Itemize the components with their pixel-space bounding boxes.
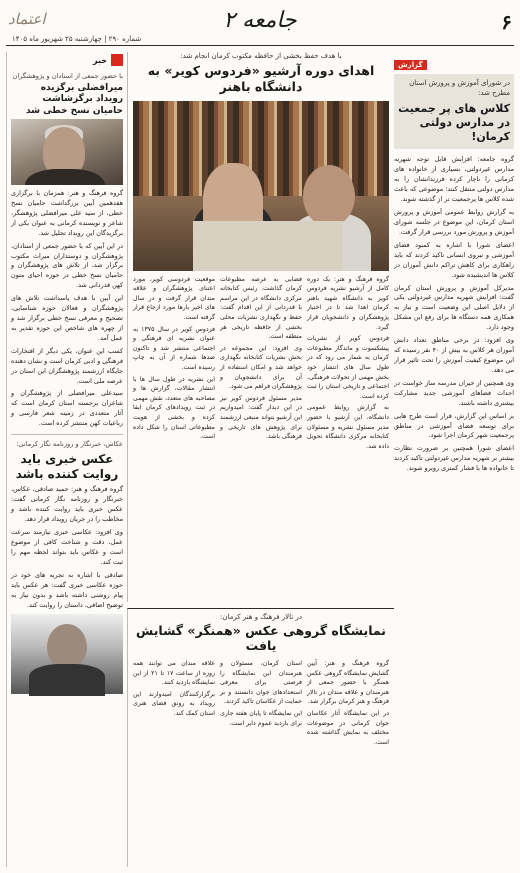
- page-number: ۶: [501, 10, 512, 34]
- main-paragraph: مدیر مسئول فردوس کویر نیز در این دیدار گفت: امیدواریم این آرشیو بتواند منبعی ارزشمند برای پژوهش های تاریخی و فرهنگی باشد.: [220, 394, 302, 441]
- report-paragraph: اعضای شورا با اشاره به کمبود فضای آموزشی و نیروی انسانی تاکید کردند که باید راهکاری برای کاهش تراکم دانش آموزان در کلاس ها اندیشیده شود.: [394, 240, 514, 279]
- main-paragraph: فردوس کویر در سال ۱۳۷۵ به عنوان نشریه ای فرهنگی و اجتماعی منتشر شد و تاکنون صدها شماره از آن به چاپ رسیده است.: [133, 325, 215, 371]
- report-paragraph: به گزارش روابط عمومی آموزش و پرورش استان کرمان، این موضوع در جلسه شورای آموزش و پرورش مورد بررسی قرار گرفت.: [394, 208, 514, 236]
- brief2-paragraph: صادقی با اشاره به تجربه های خود در حوزه عکاسی خبری گفت: هر عکس باید پیام روشنی داشته باشد و بدون نیاز به توضیح اضافی، داستان را روایت کند.: [11, 570, 123, 609]
- brief-paragraph: کسب این عنوان، یکی دیگر از افتخارات فرهنگی و ادبی کرمان است و نشان دهنده جایگاه ارزشمند پژوهشگران این استان در عرصه ملی است.: [11, 346, 123, 385]
- divider: [11, 434, 123, 435]
- main-column: [220, 275, 302, 454]
- brief-body: [11, 189, 123, 429]
- masthead: [6, 6, 514, 46]
- main-headline: اهدای دوره آرشیو «فردوس کویر» به دانشگاه باهنر: [147, 63, 375, 95]
- report-paragraph: وی افزود: در برخی مناطق تعداد دانش آموزان هر کلاس به بیش از ۴۰ نفر رسیده که این موضوع کیفیت آموزش را تحت تاثیر قرار می دهد.: [394, 336, 514, 374]
- news-label-text: خبر: [92, 55, 107, 65]
- section-title: جامعه ۲: [223, 8, 297, 33]
- main-paragraph: موقعیت فردوسی کویر، مورد اعتنای پژوهشگران و علاقه مندان قرار گرفت و در سال های اخیر بارها مورد ارجاع قرار گرفته است.: [133, 275, 215, 321]
- bottom-paragraph: استان کرمان، مسئولان و هنرمندان این نمایشگاه را فرصتی برای معرفی استعدادهای جوان دانستند و بر حمایت از عکاسان تاکید کردند.: [220, 660, 302, 706]
- main-article: [127, 52, 394, 602]
- main-column: [133, 275, 215, 454]
- main-body: [133, 275, 389, 454]
- bottom-article: [127, 608, 394, 867]
- brief-paragraph: این آیین با هدف پاسداشت تلاش های پژوهشگران و فعالان حوزه شناسایی، تصحیح و معرفی نسخ خطی برگزار شد و از چهره های شاخص این حوزه تقدیر به عمل آمد.: [11, 294, 123, 342]
- main-kicker: با هدف حفظ بخشی از حافظه مکتوب کرمان انجام شد:: [180, 52, 342, 60]
- right-column: [394, 52, 514, 867]
- brief-title: میرافضلی برگزیده رویداد برگزشاشت حامیان نسخ خطی شد: [25, 83, 123, 116]
- report-paragraph: گروه جامعه: افزایش قابل توجه شهریه مدارس غیردولتی، بسیاری از خانواده های کرمانی را ناچار کرده فرزندانشان را به مدارس دولتی منتقل کنند؛ موضوعی که باعث شده کلاس ها پرجمعیت تر از گذشته شوند.: [394, 155, 514, 204]
- main-paragraph: فضایی به عرصه مطبوعات کرمان گذاشت. رئیس کتابخانه مرکزی دانشگاه در این مراسم با قدردانی از این اقدام گفت: حفظ و نگهداری نشریات محلی بخشی از حافظه تاریخی هر منطقه است.: [220, 275, 302, 341]
- bottom-paragraph: برگزارکنندگان امیدوارند این رویداد به رونق فضای هنری استان کمک کند.: [133, 690, 215, 718]
- bottom-headline: نمایشگاه گروهی عکس «همنگر» گشایش یافت: [136, 623, 386, 653]
- bottom-body: [133, 659, 389, 749]
- brief-paragraph: در این آیین که با حضور جمعی از استادان، پژوهشگران و دوستداران میراث مکتوب برگزار شد، از تلاش های پژوهشگران و حامیان نسخ خطی در حوزه احیای متون کهن قدردانی شد.: [11, 241, 123, 290]
- main-paragraph: وی افزود: این مجموعه در بخش نشریات کتابخانه نگهداری خواهد شد و امکان استفاده از آن برای دانشجویان و پژوهشگران فراهم می شود.: [220, 344, 302, 391]
- photographer-portrait: [11, 614, 123, 694]
- brief2-body: [11, 485, 123, 610]
- main-paragraph: این نشریه در طول سال ها با انتشار مقالات، گزارش ها و مصاحبه های متعدد، نقش مهمی در ثبت رویدادهای کرمان ایفا کرده و بخشی از هویت مطبوعاتی استان را شکل داده است.: [133, 375, 215, 441]
- issue-line: شماره ۲۹۰ | چهارشنبه ۲۵ شهریور ماه ۱۴۰۵: [12, 35, 142, 43]
- news-marker-icon: [111, 54, 123, 66]
- portrait-photo: [11, 119, 123, 185]
- main-photo: [133, 101, 389, 271]
- brief2-paragraph: وی افزود: عکاسی خبری نیازمند سرعت عمل، دقت و شناخت کافی از موضوع است و عکاس باید بتواند لحظه مهم را ثبت کند.: [11, 528, 123, 566]
- bottom-paragraph: این نمایشگاه تا پایان هفته جاری برای بازدید عموم دایر است.: [220, 710, 302, 727]
- main-column: [307, 275, 389, 454]
- bottom-column: [307, 659, 389, 749]
- main-paragraph: فردوس کویر از نشریات پیشکسوت و ماندگار مطبوعات کرمان به شمار می رود که در طول سال های انتشار خود بخش مهمی از تحولات فرهنگی، اجتماعی و تاریخی استان را ثبت کرده است.: [307, 335, 389, 400]
- report-paragraph: مدیرکل آموزش و پرورش استان کرمان گفت: افزایش شهریه مدارس غیردولتی یکی از دلایل اصلی این وضعیت است و نیاز به همکاری همه دستگاه ها برای رفع این مشکل وجود دارد.: [394, 283, 514, 332]
- report-body: [394, 155, 514, 474]
- report-paragraph: اعضای شورا همچنین بر ضرورت نظارت بیشتر بر شهریه مدارس غیردولتی تاکید کردند تا خانواده ها با فشار کمتری روبرو شوند.: [394, 444, 514, 473]
- brief2-title: عکس خبری باید روایت کننده باشد: [15, 452, 119, 482]
- brief2-kicker: عکاس، خبرنگار و روزنامه نگار کرمانی:: [16, 440, 123, 449]
- newspaper-logo: اعتماد: [8, 10, 46, 28]
- report-paragraph: وی همچنین از خیران مدرسه ساز خواست در احداث فضاهای آموزشی جدید مشارکت بیشتری داشته باشند.: [394, 378, 514, 407]
- brief2-paragraph: گروه فرهنگ و هنر: حمید صادقی، عکاس، خبرنگار و روزنامه نگار کرمانی گفت: عکس خبری باید روایت کننده باشد و مخاطب را در جریان رویداد قرار دهد.: [11, 485, 123, 524]
- news-label: [11, 52, 123, 68]
- main-paragraph: به گزارش روابط عمومی دانشگاه، این آرشیو با حضور مدیر مسئول نشریه و مسئولان کتابخانه مرکزی دانشگاه تحویل داده شد.: [307, 404, 389, 450]
- report-tag: گزارش: [394, 60, 427, 70]
- bottom-paragraph: گروه فرهنگ و هنر: آیین گشایش نمایشگاه گروهی عکس همنگر با حضور جمعی از هنرمندان و علاقه مندان در تالار فرهنگ و هنر کرمان برگزار شد.: [307, 660, 389, 706]
- main-paragraph: گروه فرهنگ و هنر: یک دوره کامل از آرشیو نشریه فردوس کویر به دانشگاه شهید باهنر کرمان اهدا شد تا در اختیار پژوهشگران و دانشجویان قرار گیرد.: [307, 275, 389, 331]
- brief-kicker: با حضور جمعی از استادان و پژوهشگران: [12, 72, 123, 80]
- brief-paragraph: گروه فرهنگ و هنر: همزمان با برگزاری هفدهمین آیین بزرگداشت حامیان نسخ خطی، از سید علی میرافضلی پژوهشگر، شاعر و نویسنده کرمانی به عنوان یکی از برگزیدگان این رویداد تجلیل شد.: [11, 188, 123, 237]
- report-kicker: در شورای آموزش و پرورش استان مطرح شد:: [409, 79, 510, 97]
- bottom-paragraph: علاقه مندان می توانند همه روزه از ساعت ۱۷ تا ۲۱ از این نمایشگاه بازدید کنند.: [133, 660, 216, 687]
- bottom-kicker: در تالار فرهنگ و هنر کرمان:: [220, 613, 302, 621]
- left-column: [6, 52, 123, 867]
- report-header: [394, 74, 514, 149]
- bottom-paragraph: در این نمایشگاه آثار عکاسان جوان کرمانی در موضوعات مختلف به نمایش گذاشته شده است.: [307, 710, 389, 746]
- report-paragraph: بر اساس این گزارش، قرار است طرح هایی برای توسعه فضای آموزشی در مناطق پرجمعیت شهر کرمان اجرا شود.: [394, 411, 514, 440]
- bottom-column: [133, 659, 215, 749]
- brief-paragraph: سیدعلی میرافضلی از پژوهشگران و شاعران برجسته استان کرمان است که آثار متعددی در زمینه شعر فارسی و رباعیات کهن منتشر کرده است.: [11, 389, 123, 428]
- report-headline: کلاس های پر جمعیت در مدارس دولتی کرمان!: [398, 101, 510, 144]
- bottom-column: [220, 659, 302, 749]
